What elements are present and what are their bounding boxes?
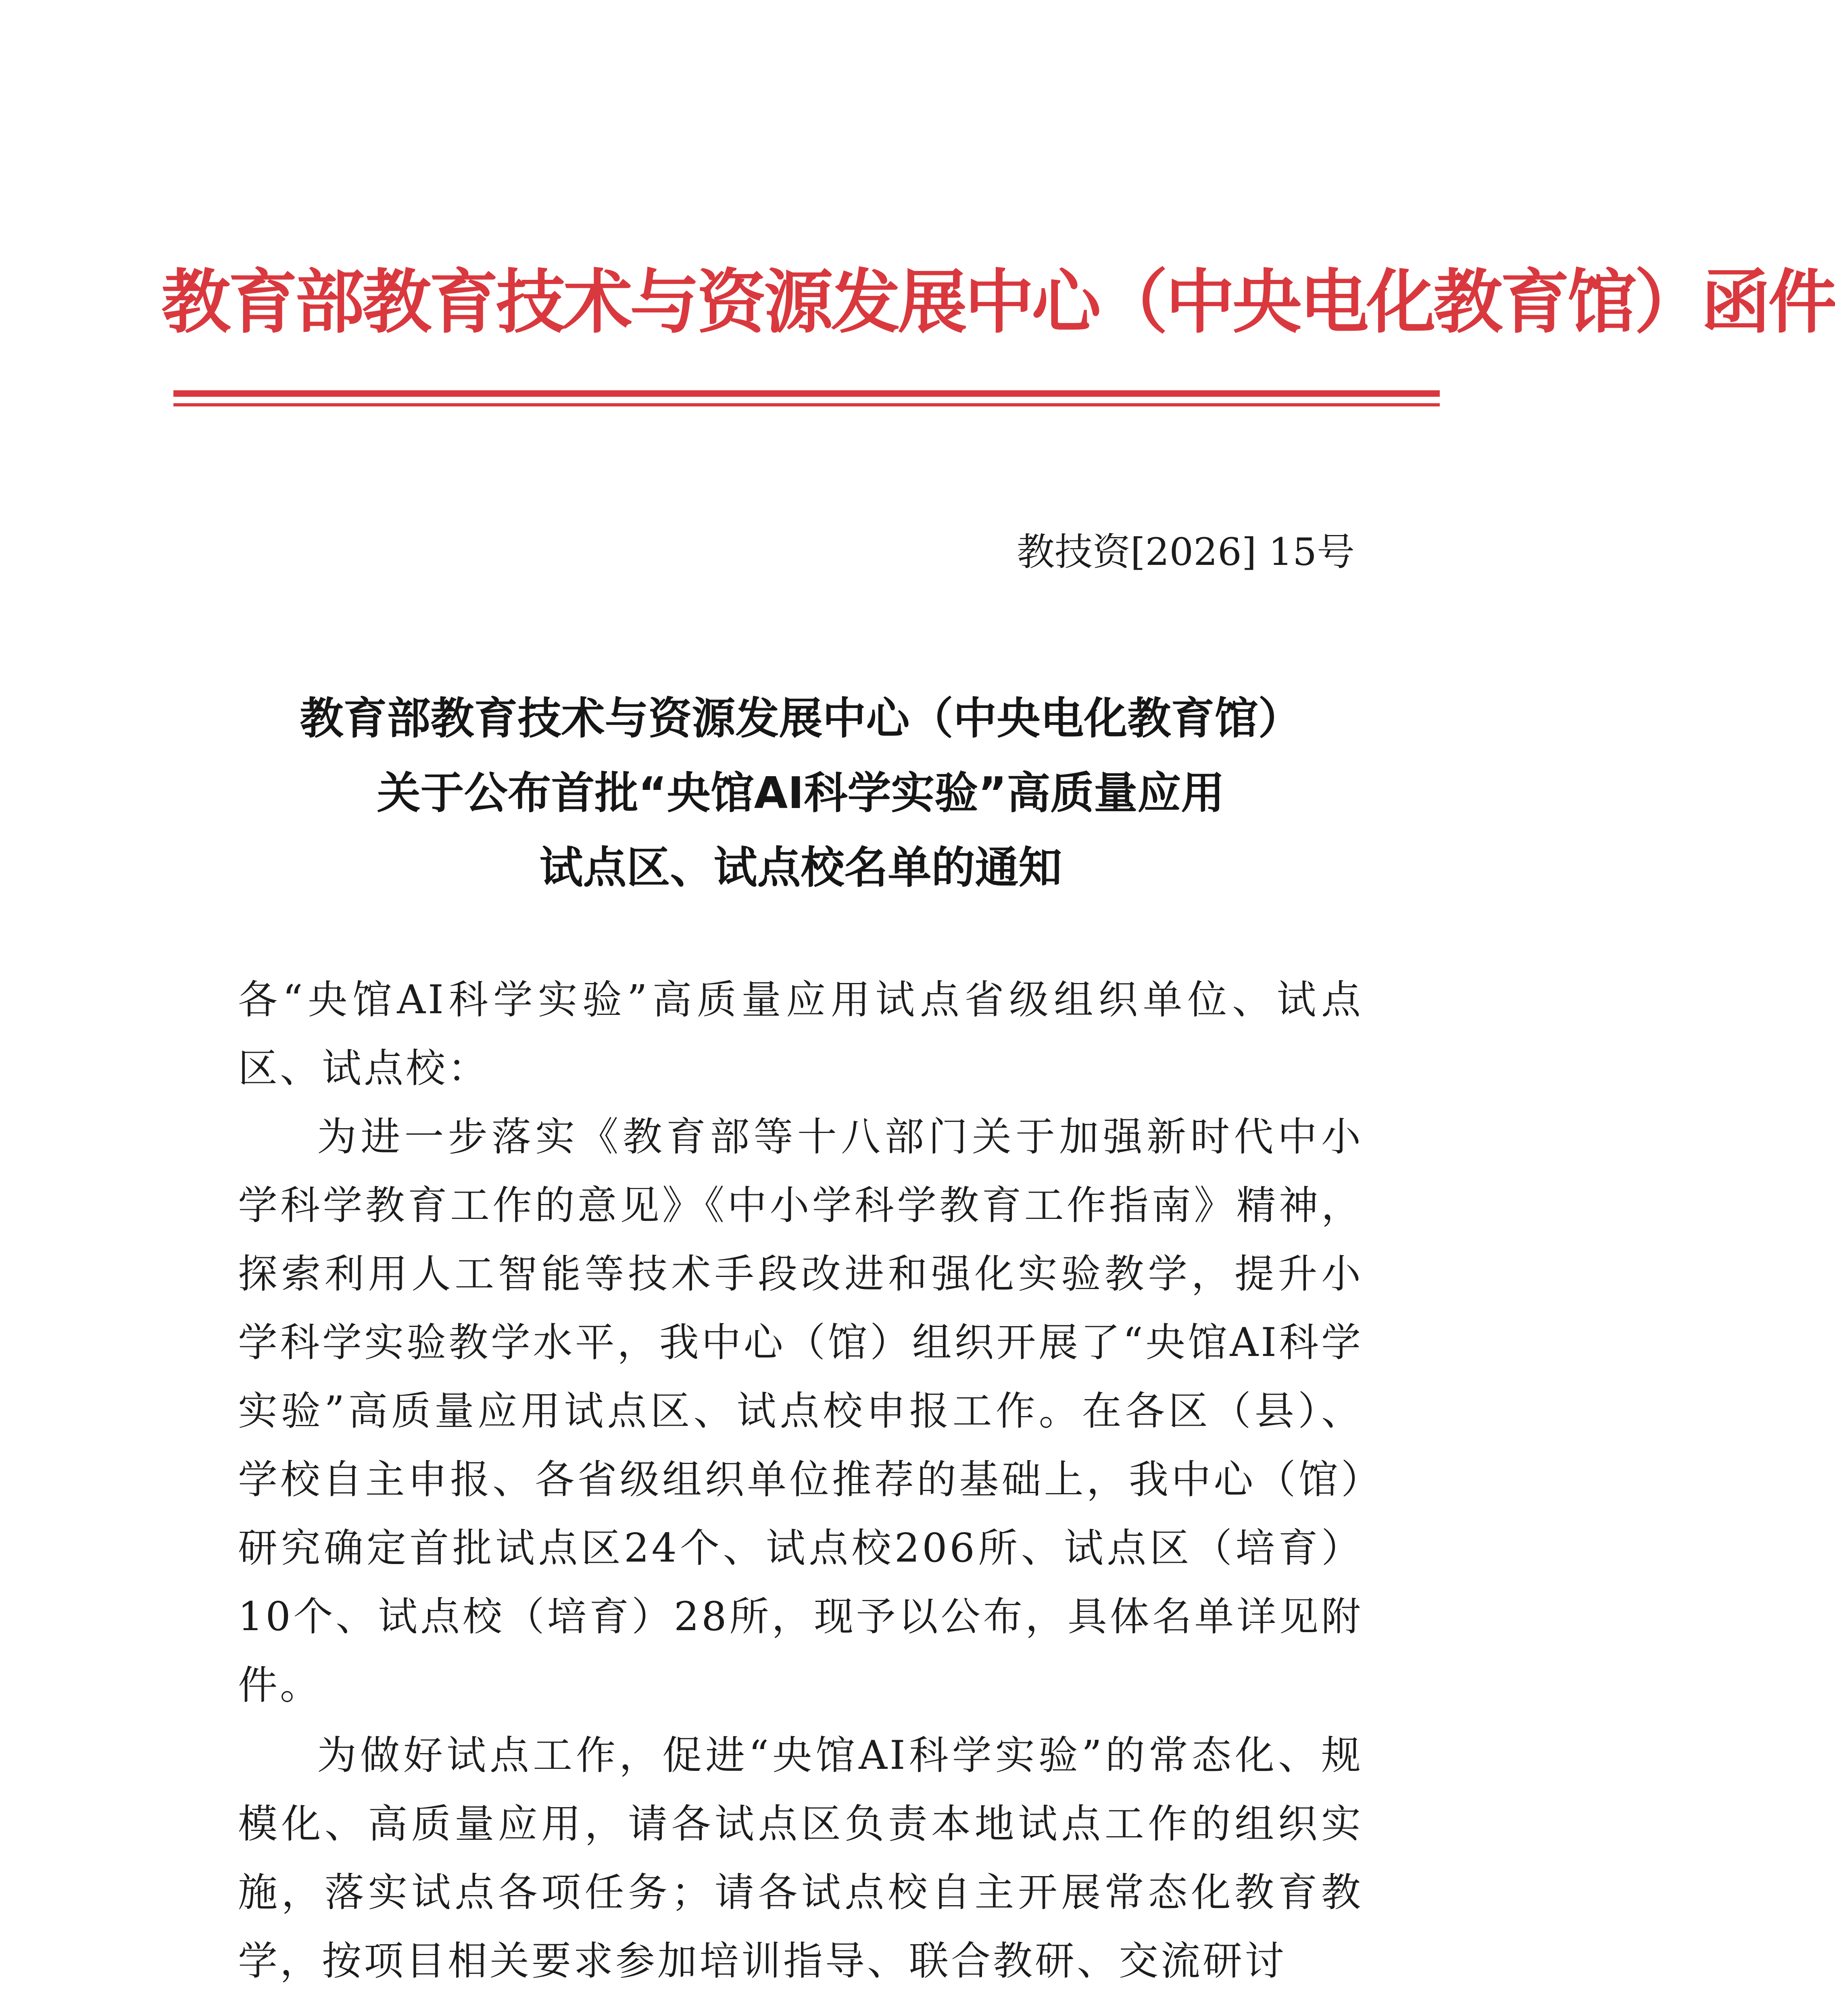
letterhead-rule-thick (173, 390, 1440, 397)
body-paragraph: 为进一步落实《教育部等十八部门关于加强新时代中小学科学教育工作的意见》《中小学科学教育工作指南》精神，探索利用人工智能等技术手段改进和强化实验教学，提升小学科学实验教学水平，我中心（馆）组织开展了“央馆AI科学实验”高质量应用试点区、试点校申报工作。在各区（县）、学校自主申报、各省级组织单位推荐的基础上，我中心（馆）研究确定首批试点区24个、试点校206所、试点区（培育）10个、试点校（培育）28所，现予以公布，具体名单详见附件。 (238, 1114, 1363, 1708)
notice-title-line: 试点区、试点校名单的通知 (539, 843, 1062, 893)
body-paragraph: 为做好试点工作，促进“央馆AI科学实验”的常态化、规模化、高质量应用，请各试点区负责本地试点工作的组织实施，落实试点各项任务；请各试点校自主开展常态化教育教学，按项目相关要求参加培训指导、联合教研、交流研讨 (238, 1733, 1363, 1984)
notice-title-line: 关于公布首批“央馆AI科学实验”高质量应用 (377, 768, 1225, 818)
letterhead-rule-thin (173, 403, 1440, 406)
notice-body (238, 966, 1363, 1995)
document-number: 教技资[2026] 15号 (1016, 530, 1355, 574)
notice-title (202, 681, 1400, 905)
salutation: 各“央馆AI科学实验”高质量应用试点省级组织单位、试点区、试点校： (238, 977, 1363, 1091)
letterhead-title: 教育部教育技术与资源发展中心（中央电化教育馆）函件 (161, 262, 1835, 343)
notice-title-line: 教育部教育技术与资源发展中心（中央电化教育馆） (300, 694, 1302, 744)
